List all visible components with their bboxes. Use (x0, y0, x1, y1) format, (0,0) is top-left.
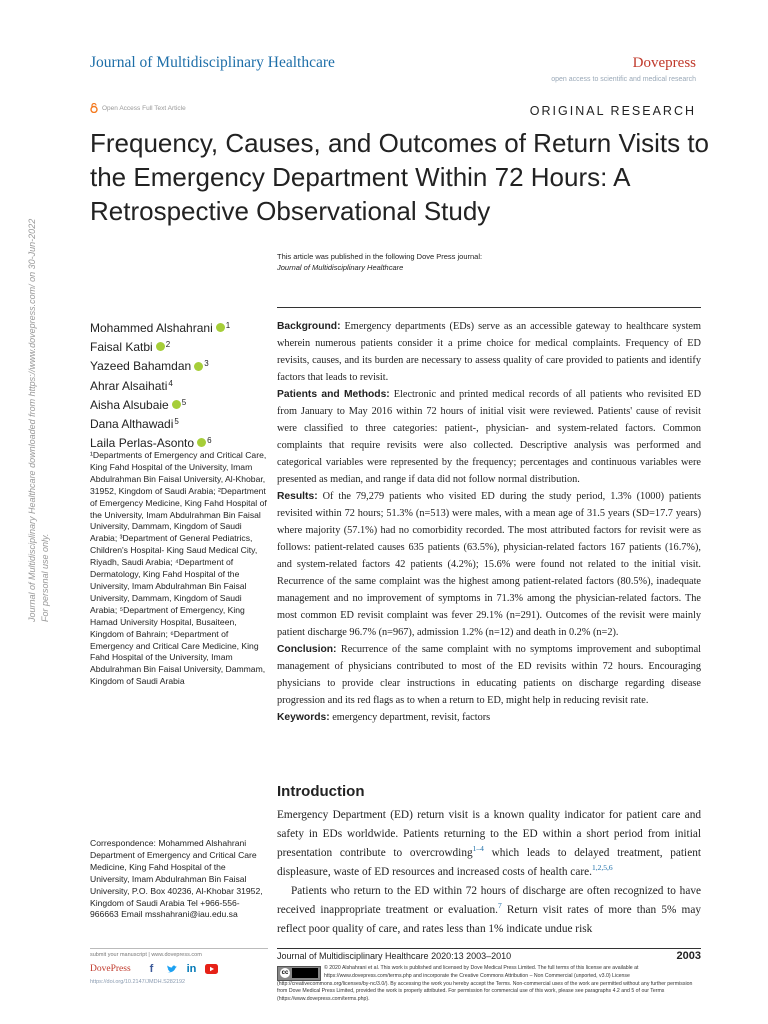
license-block (277, 965, 701, 1004)
linkedin-icon[interactable]: in (186, 962, 197, 975)
author-affil-ref: 3 (204, 359, 209, 369)
keywords-text: emergency department, revisit, factors (332, 712, 491, 723)
keywords-label: Keywords: (277, 712, 330, 723)
introduction-body (277, 806, 701, 939)
cc-icon: cc (281, 970, 289, 976)
author-affil-ref: 1 (225, 321, 231, 330)
background-label: Background: (277, 321, 341, 332)
license-text: © 2020 Alshahrani et al. This work is published and licensed by Dove Medical Press Limited. The full terms of this license are available at https://www.dovepress.com/terms.php and incorporate the Creative Commons Attribution – Non Commercial (unported, v3.0) License (http://creativecommons.org/licenses/by-nc/3.0/). By accessing the work you hereby accept the Terms. Non-commercial uses of the work are permitted without any further permission from Dove Medical Press Limited, provided the work is properly attributed. For permission for commercial use of this work, please see paragraphs 4.2 and 5 of our Terms (https://www.dovepress.com/terms.php). (277, 965, 693, 1003)
submit-manuscript-link[interactable]: submit your manuscript | www.dovepress.com (90, 952, 202, 958)
author-item[interactable] (90, 357, 230, 376)
author-item[interactable] (90, 319, 230, 338)
facebook-icon[interactable]: f (149, 962, 154, 975)
article-type: ORIGINAL RESEARCH (529, 104, 696, 118)
citation-link[interactable]: 1–4 (472, 844, 484, 854)
doi-link[interactable]: https://doi.org/10.2147/JMDH.S282192 (90, 979, 186, 985)
author-name: Yazeed Bahamdan (90, 359, 192, 374)
author-name: Dana Althawadi (90, 417, 174, 432)
abstract (277, 318, 701, 726)
conclusion-text: Recurrence of the same complaint with no symptoms improvement and suboptimal management of physicians contributed to most of the ED revisits within 72 hours. Encouraging physicians to provide clear instructions in educating patients on discharge regarding disease progression and its red flags as to when a return to ED, might help in reducing revisit rate. (277, 644, 701, 706)
correspondence: Correspondence: Mohammed Alshahrani Department of Emergency and Critical Care Medicine, King Fahd Hospital of the University, Imam Abdulrahman Bin Faisal University, P.O. Box 40236, Al-Khobar 31952, Kingdom of Saudi Arabia Tel +966-556-966663 Email msshahrani@iau.edu.sa (90, 838, 263, 920)
author-affil-ref: 6 (207, 436, 212, 446)
author-affil-ref: 5 (181, 397, 187, 407)
twitter-icon[interactable] (165, 962, 178, 975)
watermark-line1: Journal of Multidisciplinary Healthcare downloaded from https://www.dovepress.com/ on 30-Jun-2022 (27, 218, 37, 622)
open-access-text: Open Access Full Text Article (102, 104, 186, 112)
intro-text: Return visit rates of more than 5% may reflect poor quality of care, and rates less than 1% indicate undue risk (277, 904, 701, 935)
footer-journal-issue: Journal of Multidisciplinary Healthcare 2020:13 2003–2010 (277, 951, 512, 961)
open-access-label (90, 103, 186, 113)
author-affil-ref: 4 (168, 378, 173, 388)
author-name: Faisal Katbi (90, 340, 153, 355)
publisher-tagline: open access to scientific and medical research (551, 76, 696, 83)
author-name: Ahrar Alsaihati (90, 378, 168, 393)
author-item[interactable] (90, 377, 230, 396)
orcid-icon[interactable] (156, 342, 165, 351)
citation-link[interactable]: 7 (498, 901, 502, 911)
watermark-line2: For personal use only. (40, 533, 50, 622)
journal-name[interactable]: Journal of Multidisciplinary Healthcare (90, 54, 335, 71)
social-links (145, 962, 218, 975)
publication-note-line1: This article was published in the following Dove Press journal: (277, 252, 483, 261)
page-number: 2003 (676, 950, 701, 962)
footer-rule-right (277, 948, 701, 949)
methods-label: Patients and Methods: (277, 389, 390, 400)
author-item[interactable] (90, 396, 230, 415)
publication-note-journal[interactable]: Journal of Multidisciplinary Healthcare (277, 263, 404, 272)
intro-text: Emergency Department (ED) return visit is a known quality indicator for patient care and safety in EDs worldwide. Patients returning to the ED within a short period from initial presentation contribute to overcrowding (277, 809, 701, 859)
background-text: Emergency departments (EDs) serve as an accessible gateway to healthcare system wherein numerous patients consider it a prime choice for medical complaints. Frequency of ED revisits, causes, and its burden are necessary to assess quality of care provided to patients and identify factors that leads to revisit. (277, 321, 702, 383)
youtube-icon[interactable] (205, 962, 218, 975)
affiliations: ¹Departments of Emergency and Critical Care, King Fahd Hospital of the University, Imam Abdulrahman Bin Faisal University, Al-Khobar, 31952, Kingdom of Saudi Arabia; ²Department of Emergency Medicine, King Fahd Hospital of the University, Imam Abdulrahman Bin Faisal University, Dammam, Kingdom of Saudi Arabia; ³Department of General Pediatrics, Children's Hospital- King Saud Medical City, Riyadh, Saudi Arabia; ⁴Department of Dermatology, King Fahd Hospital of the University, Imam Abdulrahman Bin Faisal University, Dammam, Kingdom of Saudi Arabia; ⁵Department of Emergency, King Hamad University Hospital, Busaiteen, Kingdom of Bahrain; ⁶Department of Emergency and Critical Care Medicine, King Fahd Hospital of the University, Imam Abdulrahman Bin Faisal University, Dammam, Kingdom of Saudi Arabia (90, 450, 267, 687)
orcid-icon[interactable] (172, 400, 181, 409)
footer-rule-left (90, 948, 268, 949)
creative-commons-badge[interactable] (277, 966, 321, 981)
article-title: Frequency, Causes, and Outcomes of Return Visits to the Emergency Department Within 72 Hours: A Retrospective Observational Study (90, 128, 709, 226)
intro-text: which leads to delayed treatment, patient displeasure, waste of ED resources and increased costs of health care. (277, 847, 701, 878)
publication-note (277, 251, 482, 273)
author-item[interactable] (90, 338, 230, 357)
orcid-icon[interactable] (197, 438, 206, 447)
author-name: Mohammed Alshahrani (90, 321, 213, 335)
intro-text: Patients who return to the ED within 72 hours of discharge are often recognized to have received inappropriate treatment or evaluation. (277, 885, 701, 916)
introduction-heading: Introduction (277, 783, 365, 800)
author-name: Aisha Alsubaie (90, 397, 169, 412)
orcid-icon[interactable] (216, 323, 225, 332)
orcid-icon[interactable] (194, 362, 203, 371)
author-name: Laila Perlas-Asonto (90, 436, 195, 451)
results-label: Results: (277, 491, 318, 502)
citation-link[interactable]: 1,2,5,6 (591, 863, 613, 873)
publisher-logo[interactable]: Dovepress (632, 55, 696, 71)
conclusion-label: Conclusion: (277, 644, 337, 655)
abstract-top-rule (277, 307, 701, 308)
open-access-icon (90, 103, 98, 113)
results-text: Of the 79,279 patients who visited ED during the study period, 1.3% (1000) patients revisited within 72 hours; 51.3% (n=513) were males, with a mean age of 31.5 years (SD=17.7 years) where majority (57.1%) had no comorbidity recorded. The most attributed factors for revisit were as follows: patient-related causes 635 patients (63.5%), physician-related factors 167 patients (16.7%), and system-related factors 42 patients (4.2%); 15.6% were found not related to the initial visit. Recurrence of the same complaint was the highest among patient-related factors (80.5%), inadequate management and no improvement of symptoms in 71.3% among the physician-related factors. The most common ED revisit complaint was fever 29.1% (n=291). Outcomes of the revisit were mainly patient discharge 96.7% (n=967), admission 1.2% (n=12) and death in 0.2% (n=2). (277, 491, 701, 638)
by-nc-icon (292, 968, 318, 978)
author-list (90, 319, 230, 453)
download-watermark (27, 210, 63, 630)
methods-text: Electronic and printed medical records of all patients who revisited ED from January to May 2016 within 72 hours of initial visit were reviewed. Patients' cause of revisit were classified to three categories: patient-, physician- and system-related factors. Common complaints that require revisits were also collected. Descriptive analysis was performed and categorical variables were represented by the frequency; percentages and continuous variables were presented as median, and range if data did not follow normal distribution. (277, 389, 702, 485)
author-affil-ref: 2 (165, 340, 171, 350)
dovepress-footer-logo[interactable]: DovePress (90, 964, 131, 974)
author-affil-ref: 5 (174, 417, 179, 427)
